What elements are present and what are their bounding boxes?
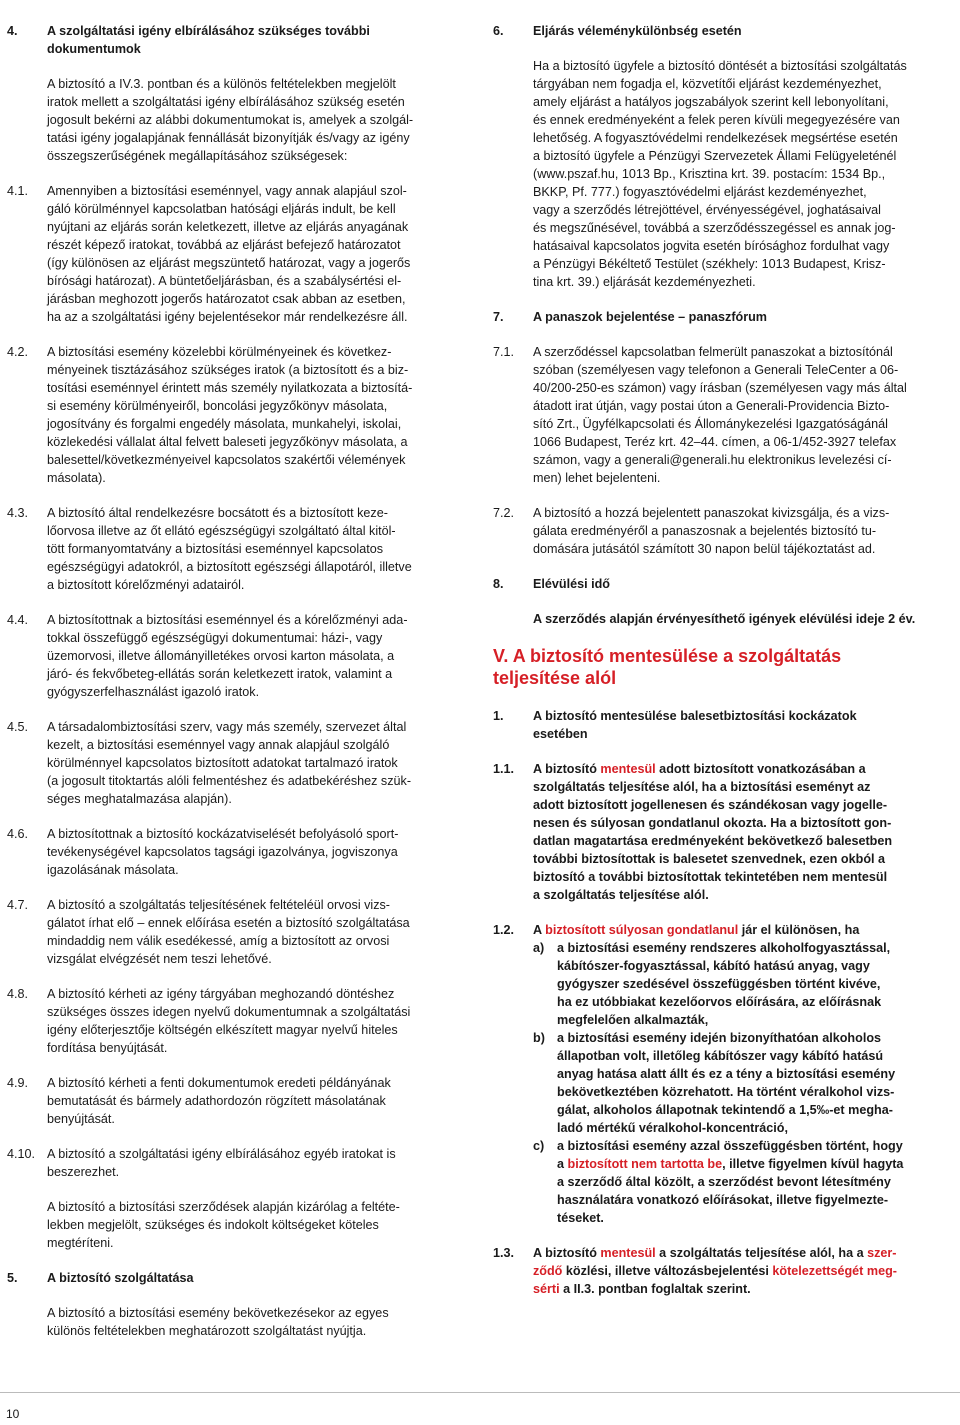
- paragraph-1-3: [493, 1244, 958, 1298]
- list-item: [533, 1029, 958, 1137]
- highlight: szer- ződő: [533, 1246, 897, 1278]
- item-number: 4.1.: [7, 184, 29, 198]
- item-text: A biztosítási esemény közelebbi körülményeinek és következ- ményeinek tisztázásához szükséges iratok (a biztosított és a biz- tosítási eseménnyel érintett más személy nyilatkozata a biztosítá- si esemény körülményeiről, boncolási jegyzőkönyv másolata, jogosítvány és forgalmi engedély másolata, munkahelyi, iskolai, közlekedési vállalat által felvett baleseti jegyzőkönyv másolata, a balesettel/következményeivel kapcsolatos szakértői vélemények másolata).: [47, 345, 413, 485]
- list-item: [7, 896, 467, 968]
- item-text: a biztosítási esemény azzal összefüggésben történt, hogy a biztosított nem tartotta be, illetve figyelmen kívül hagyta a szerződő által közölt, a szerződést bevont létesítmény használatára vonatkozó előírásokat, illetve figyelmezte- téseket.: [557, 1139, 904, 1225]
- section-6-heading: [493, 22, 958, 40]
- item-number: 4.8.: [7, 987, 29, 1001]
- sublist: [533, 939, 958, 1227]
- list-item: [7, 718, 467, 808]
- item-number: 4.10.: [7, 1147, 36, 1161]
- section-title: A szolgáltatási igény elbírálásához szükséges további dokumentumok: [47, 24, 370, 56]
- list-item: [7, 504, 467, 594]
- item-text: A biztosító a szolgáltatási igény elbírálásához egyéb iratokat is beszerezhet.: [47, 1147, 396, 1179]
- item-number: 4.7.: [7, 898, 29, 912]
- section-title: A panaszok bejelentése – panaszfórum: [533, 310, 767, 324]
- section-number: 4.: [7, 24, 18, 38]
- item-number: 7.1.: [493, 345, 515, 359]
- list-item: [7, 825, 467, 879]
- section-title: Elévülési idő: [533, 577, 610, 591]
- item-text: A szerződéssel kapcsolatban felmerült panaszokat a biztosítónál szóban (személyesen vagy telefonon a Generali TeleCenter a 06- 40/200-250-es számon) vagy írásban (személyesen vagy más által átadott irat útján, vagy postai úton a Generali-Providencia Bizto- sító Zrt., Ügyfélkapcsolati és Állománykezelési Igazgatóságánál 1066 Budapest, Teréz krt. 42–44. címen, a 06-1/452-3927 telefax számon, vagy a generali@generali.hu elektronikus levelezési cí- men) lehet bejelenteni.: [533, 345, 907, 485]
- item-number: 4.5.: [7, 720, 29, 734]
- item-text: A biztosító kérheti a fenti dokumentumok eredeti példányának bemutatását és bármely adathordozón rögzített másolatának benyújtását.: [47, 1076, 391, 1126]
- item-number: 4.4.: [7, 613, 29, 627]
- section-number: 1.: [493, 709, 504, 723]
- item-number: 1.2.: [493, 923, 515, 937]
- chapter-title: A biztosító mentesülése a szolgáltatás teljesítése alól: [493, 646, 842, 688]
- chapter-number: V.: [493, 646, 509, 666]
- section-number: 7.: [493, 310, 504, 324]
- highlight: biztosított nem tartotta be: [567, 1157, 723, 1171]
- item-text: A biztosító a hozzá bejelentett panaszokat kivizsgálja, és a vizs- gálata eredményéről a panaszosnak a bejelentés biztosító tu- domására jutásától számított 30 napon belül tájékoztatást ad.: [533, 506, 890, 556]
- paragraph: A biztosító a IV.3. pontban és a különös feltételekben megjelölt iratok mellett a szolgáltatási igény elbírálásához szükség esetén jogosult bekérni az alábbi dokumentumokat is, amelyek a szolgál- tatási igény jogalapjának fennállását bizonyítják és/vagy az igény összegszerűségének megállapításához szükségesek:: [47, 77, 414, 163]
- list-item: [7, 985, 467, 1057]
- item-number: 7.2.: [493, 506, 515, 520]
- right-column: [493, 22, 958, 1315]
- section-number: 6.: [493, 24, 504, 38]
- section-5-heading: [7, 1269, 467, 1287]
- item-text: a biztosítási esemény rendszeres alkoholfogyasztással, kábítószer-fogyasztással, kábító hatású anyag, vagy gyógyszer szedésével összefüggésben történt kivéve, ha ez utóbbiakat kezelőorvos előírására, az előírásnak megfelelően alkalmazták,: [557, 941, 891, 1027]
- highlight: biztosított súlyosan gondatlanul: [545, 923, 739, 937]
- item-text: a biztosítási esemény idején bizonyíthatóan alkoholos állapotban volt, illetőleg kábítószer vagy kábító hatású anyag hatása alatt állt és ez a tény a biztosítási esemény bekövetkeztében közrehatott. Ha történt véralkohol vizs- gálat, alkoholos állapotnak tekintendő a 1,5‰-et megha- ladó mértékű véralkohol-koncentráció,: [557, 1031, 896, 1135]
- section-number: 5.: [7, 1271, 18, 1285]
- paragraph-1-1: [493, 760, 958, 904]
- list-item: [7, 611, 467, 701]
- chapter-heading: [493, 645, 958, 689]
- subsection-1-heading: [493, 707, 958, 743]
- highlight: mentesül: [600, 762, 656, 776]
- list-item: [7, 1145, 467, 1181]
- item-number: 4.9.: [7, 1076, 29, 1090]
- list-item: [7, 343, 467, 487]
- footer-divider: [0, 1392, 960, 1393]
- section-title: A biztosító szolgáltatása: [47, 1271, 194, 1285]
- section-5-text: [7, 1304, 467, 1340]
- item-label: a): [533, 941, 545, 955]
- section-8-text: [493, 610, 958, 628]
- item-number: 1.3.: [493, 1246, 515, 1260]
- list-item: [533, 1137, 958, 1227]
- paragraph: Ha a biztosító ügyfele a biztosító döntését a biztosítási szolgáltatás tárgyában nem fogadja el, közvetítői eljárást kezdeményezhet, amely eljárást a hatályos jogszabályok szerint kell lebonyolítani, és ennek eredményeként a felek peren kívüli megegyezésére van lehetőség. A fogyasztóvédelmi rendelkezések megsértése esetén a biztosító ügyfele a Pénzügyi Szervezetek Állami Felügyeleténél (www.pszaf.hu, 1013 Bp., Krisztina krt. 39. postacím: 1534 Bp., BKKP, Pf. 777.) fogyasztóvédelmi eljárást kezdeményezhet, vagy a szerződés létrejöttével, érvényességével, joghatásaival és megszűnésével, továbbá a szerződésszegéssel es annak jog- hatásaival kapcsolatos jogvita esetén bírósághoz fordulhat vagy a Pénzügyi Békéltető Testület (székhely: 1013 Budapest, Krisz- tina krt. 39.) eljárását kezdeményezheti.: [533, 59, 907, 289]
- cost-paragraph: [7, 1198, 467, 1252]
- section-number: 8.: [493, 577, 504, 591]
- section-4-heading: [7, 22, 467, 58]
- item-number: 4.3.: [7, 506, 29, 520]
- paragraph: A szerződés alapján érvényesíthető igények elévülési ideje 2 év.: [533, 612, 916, 626]
- item-text: A társadalombiztosítási szerv, vagy más személy, szervezet által kezelt, a biztosítási eseménnyel vagy annak alapjául szolgáló körülménnyel kapcsolatos biztosított adatokat tartalmazó iratok (a jogosult titoktartás alóli felmentéshez és adatbekéréshez szük- séges meghatalmazása alapján).: [47, 720, 412, 806]
- item-text: A biztosító mentesül a szolgáltatás teljesítése alól, ha a szer- ződő közlési, illetve változásbejelentési kötelezettségét meg- sérti a II.3. pontban foglaltak szerint.: [533, 1246, 897, 1296]
- item-text: A biztosított súlyosan gondatlanul jár el különösen, ha: [533, 923, 860, 937]
- paragraph: A biztosító a biztosítási esemény bekövetkezésekor az egyes különös feltételekben meghatározott szolgáltatást nyújtja.: [47, 1306, 389, 1338]
- item-text: A biztosító mentesül adott biztosított vonatkozásában a szolgáltatás teljesítése alól, ha a biztosítási eseményt az adott biztosított jogellenesen és szándékosan vagy jogelle- nesen és súlyosan gondatlanul okozta. Ha a biztosított gon- datlan magatartása eredményeként bekövetkező balesetben további biztosítottak is balesetet szenvednek, ezen okból a biztosító a további biztosítottak tekintetében nem mentesül a szolgáltatás teljesítése alól.: [533, 762, 893, 902]
- item-number: 1.1.: [493, 762, 515, 776]
- section-title: A biztosító mentesülése balesetbiztosítási kockázatok esetében: [533, 709, 857, 741]
- item-text: A biztosítottnak a biztosítási eseménnyel és a kórelőzményi ada- tokkal összefüggő egészségügyi dokumentumai: házi-, vagy üzemorvosi, illetve állományilletékes orvosi karton másolata, a járó- és fekvőbeteg-ellátás során keletkezett iratok, valamint a gyógyszerfelhasználást igazoló iratok.: [47, 613, 408, 699]
- paragraph: A biztosító a biztosítási szerződések alapján kizárólag a feltéte- lekben megjelölt, szükséges és indokolt költségeket köteles megtéríteni.: [47, 1200, 400, 1250]
- section-8-heading: [493, 575, 958, 593]
- page-number: 10: [6, 1407, 20, 1421]
- item-number: 4.2.: [7, 345, 29, 359]
- item-label: b): [533, 1031, 545, 1045]
- paragraph-1-2: [493, 921, 958, 939]
- list-item: [533, 939, 958, 1029]
- list-item: [493, 504, 958, 558]
- section-title: Eljárás véleménykülönbség esetén: [533, 24, 742, 38]
- item-text: A biztosító által rendelkezésre bocsátott és a biztosított keze- lőorvosa illetve az őt ellátó egészségügyi szolgáltató által kitöl- tött formanyomtatvány a biztosítási eseménnyel kapcsolatos egészségügyi adatokról, a biztosított egészségi állapotáról, illetve a biztosított kórelőzményi adatairól.: [47, 506, 412, 592]
- item-number: 4.6.: [7, 827, 29, 841]
- item-text: A biztosító a szolgáltatás teljesítésének feltételéül orvosi vizs- gálatot írhat elő – ennek előírása esetén a biztosító szolgáltatása mindaddig nem válik esedékessé, amíg a biztosított az orvosi vizsgálat elvégzését nem teszi lehetővé.: [47, 898, 410, 966]
- item-label: c): [533, 1139, 545, 1153]
- item-text: Amennyiben a biztosítási eseménnyel, vagy annak alapjául szol- gáló körülménnyel kapcsolatban hatósági eljárás indult, be kell nyújtani az eljárás során keletkezett, illetve az eljárás anyagának részét képező iratokat, továbbá az eljárást befejező határozatot (így különösen az eljárást megszüntető határozat, vagy a jogerős bírósági határozat). A büntetőeljárásban, és a szabálysértési el- járásban meghozott jogerős határozatot csak abban az esetben, ha az a szolgáltatási igény bejelentésekor már rendelkezésre áll.: [47, 184, 411, 324]
- highlight: kötelezettségét meg- sérti: [533, 1264, 897, 1296]
- item-text: A biztosítottnak a biztosító kockázatviselését befolyásoló sport- tevékenységével kapcsolatos tagsági igazolványa, jogviszonya igazolásának másolata.: [47, 827, 399, 877]
- list-item: [7, 1074, 467, 1128]
- left-column: [7, 22, 467, 1357]
- item-text: A biztosító kérheti az igény tárgyában meghozandó döntéshez szükséges összes idegen nyelvű dokumentumnak a szolgáltatási igény előterjesztője költségén elkészített magyar nyelvű hiteles fordítása benyújtását.: [47, 987, 411, 1055]
- highlight: mentesül: [600, 1246, 656, 1260]
- list-item: [7, 182, 467, 326]
- section-7-heading: [493, 308, 958, 326]
- section-4-intro: [7, 75, 467, 165]
- section-6-text: [493, 57, 958, 291]
- list-item: [493, 343, 958, 487]
